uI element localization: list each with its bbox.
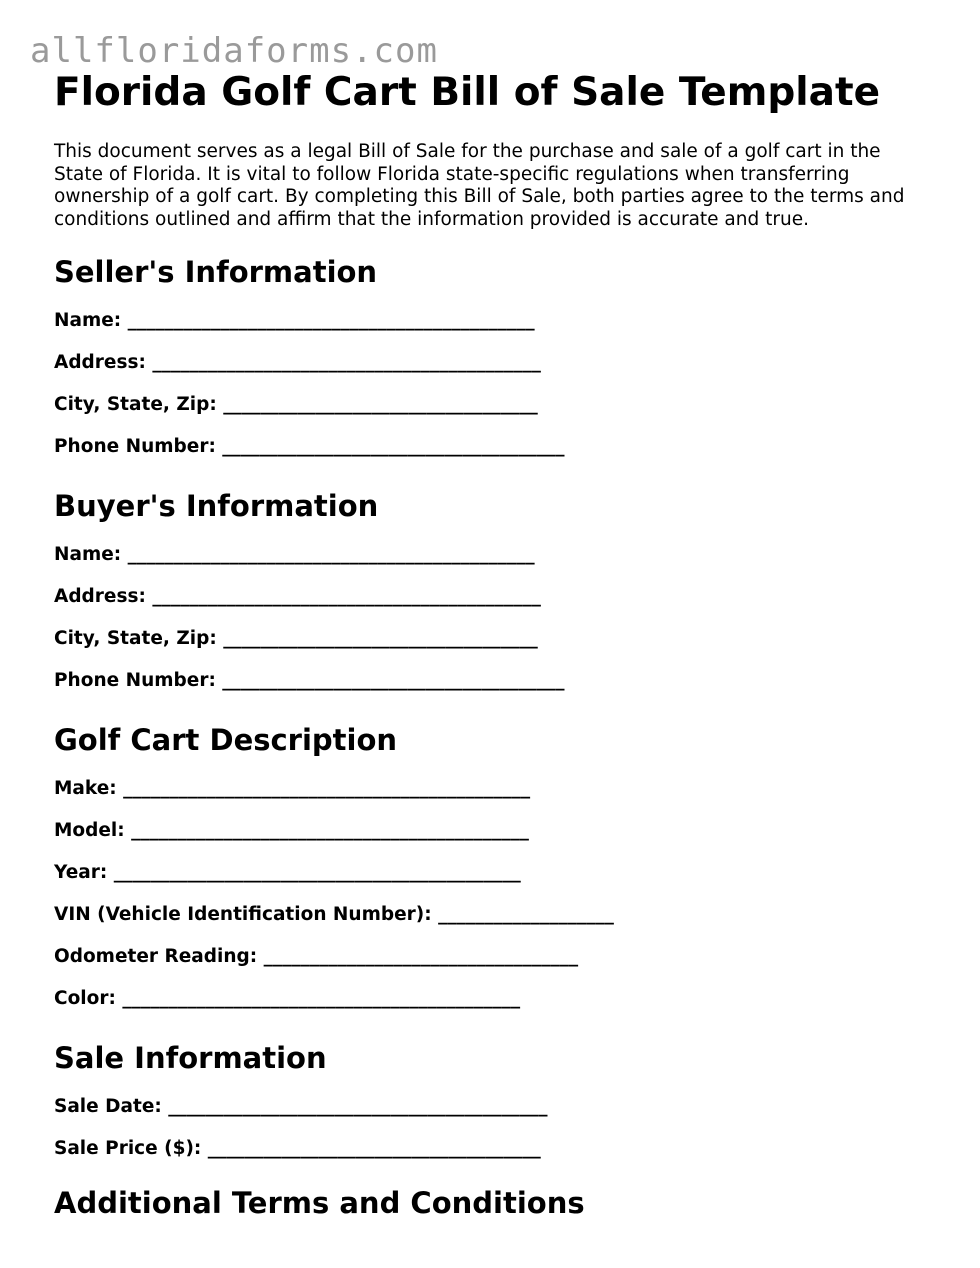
document-title: Florida Golf Cart Bill of Sale Template (54, 70, 881, 115)
field-label: Make: (54, 777, 117, 799)
field-label: City, State, Zip: (54, 393, 217, 415)
buyer-section-heading: Buyer's Information (54, 488, 379, 523)
field-label: Name: (54, 543, 122, 565)
buyer-city-state-zip-field[interactable] (54, 628, 924, 650)
seller-city-state-zip-field[interactable] (54, 394, 924, 416)
field-blank: ___________________ (438, 903, 614, 925)
sale-price-field[interactable] (54, 1138, 924, 1160)
field-label: Phone Number: (54, 669, 216, 691)
cart-odometer-field[interactable] (54, 946, 924, 968)
sale-date-field[interactable] (54, 1096, 924, 1118)
field-blank: _____________________________________ (222, 669, 565, 691)
field-label: VIN (Vehicle Identification Number): (54, 903, 432, 925)
cart-vin-field[interactable] (54, 904, 924, 926)
field-label: Color: (54, 987, 116, 1009)
field-label: Year: (54, 861, 108, 883)
seller-phone-field[interactable] (54, 436, 924, 458)
watermark: allfloridaforms.com (30, 31, 438, 71)
seller-section-heading: Seller's Information (54, 254, 378, 289)
field-blank: __________________________________________ (152, 351, 541, 373)
buyer-name-field[interactable] (54, 544, 924, 566)
field-label: Sale Price ($): (54, 1137, 202, 1159)
field-label: City, State, Zip: (54, 627, 217, 649)
intro-paragraph: This document serves as a legal Bill of Sale for the purchase and sale of a golf cart in the State of Florida. It is vital to follow Florida state-specific regulations when transferring ownership of a golf cart. By completing this Bill of Sale, both parties agree to the terms and conditions outlined and affirm that the information provided is accurate and true. (54, 141, 905, 231)
document-page (54, 68, 924, 1221)
cart-section-heading: Golf Cart Description (54, 722, 398, 757)
field-label: Name: (54, 309, 122, 331)
field-label: Model: (54, 819, 125, 841)
field-label: Address: (54, 351, 146, 373)
field-label: Sale Date: (54, 1095, 162, 1117)
seller-address-field[interactable] (54, 352, 924, 374)
field-blank: _____________________________________ (222, 435, 565, 457)
field-blank: __________________________________ (223, 393, 538, 415)
seller-name-field[interactable] (54, 310, 924, 332)
cart-year-field[interactable] (54, 862, 924, 884)
buyer-phone-field[interactable] (54, 670, 924, 692)
field-blank: ____________________________________________ (127, 309, 535, 331)
field-label: Address: (54, 585, 146, 607)
cart-make-field[interactable] (54, 778, 924, 800)
field-blank: ___________________________________________ (131, 819, 529, 841)
field-blank: __________________________________ (223, 627, 538, 649)
field-blank: __________________________________ (263, 945, 579, 967)
cart-model-field[interactable] (54, 820, 924, 842)
field-blank: ___________________________________________ (122, 987, 521, 1009)
field-blank: ____________________________________________ (123, 777, 531, 799)
sale-section-heading: Sale Information (54, 1040, 327, 1075)
terms-section-heading: Additional Terms and Conditions (54, 1185, 585, 1220)
field-blank: ____________________________________________ (113, 861, 521, 883)
field-label: Phone Number: (54, 435, 216, 457)
field-blank: ____________________________________________ (127, 543, 535, 565)
field-blank: __________________________________________ (152, 585, 541, 607)
field-blank: ____________________________________ (207, 1137, 541, 1159)
buyer-address-field[interactable] (54, 586, 924, 608)
field-label: Odometer Reading: (54, 945, 258, 967)
field-blank: _________________________________________ (168, 1095, 548, 1117)
cart-color-field[interactable] (54, 988, 924, 1010)
